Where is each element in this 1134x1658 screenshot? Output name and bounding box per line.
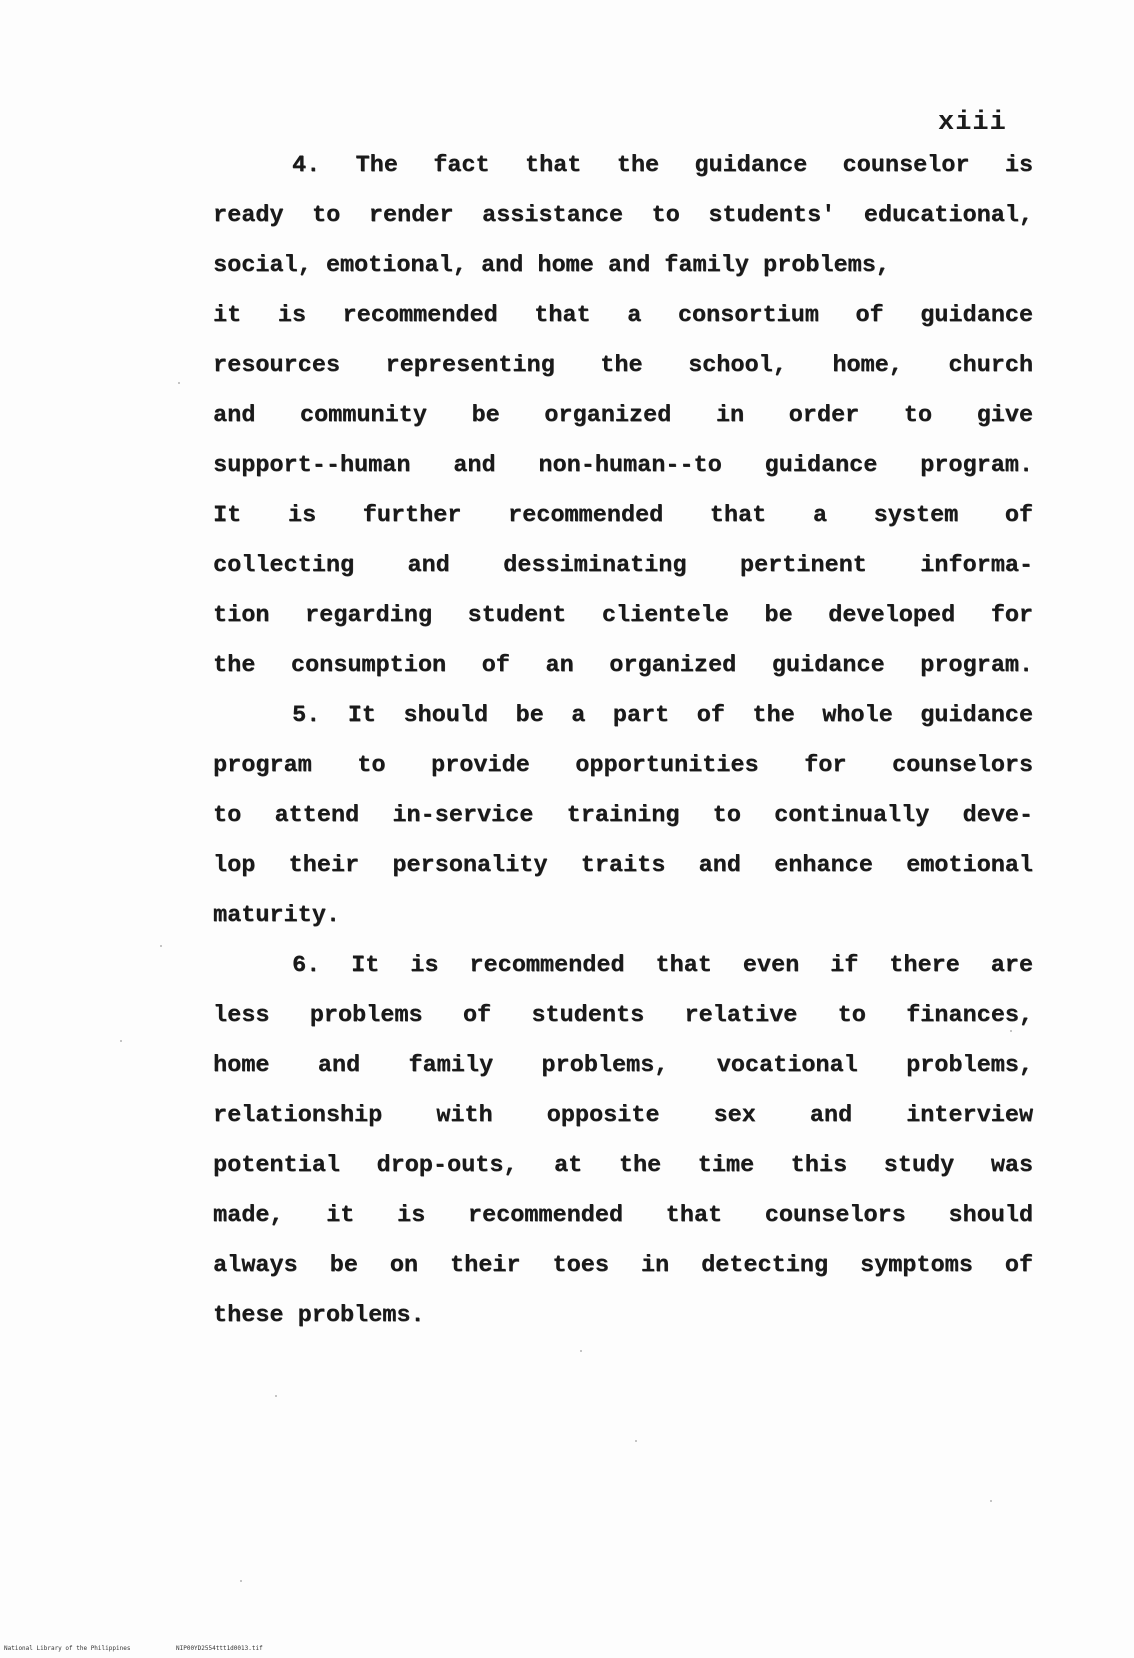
scan-speck bbox=[990, 1500, 992, 1502]
text-line: to attend in-service training to continually deve- bbox=[213, 802, 1033, 829]
text-line: the consumption of an organized guidance program. bbox=[213, 652, 1033, 679]
text-line: it is recommended that a consortium of guidance bbox=[213, 302, 1033, 329]
text-line: resources representing the school, home, church bbox=[213, 352, 1033, 379]
text-line: relationship with opposite sex and interview bbox=[213, 1102, 1033, 1129]
text-line: 4. The fact that the guidance counselor is bbox=[292, 152, 1033, 179]
scan-speck bbox=[635, 1440, 637, 1442]
scan-speck bbox=[178, 382, 180, 384]
text-line: program to provide opportunities for counselors bbox=[213, 752, 1033, 779]
scan-speck bbox=[160, 945, 162, 947]
scan-speck bbox=[240, 1580, 242, 1582]
text-line: lop their personality traits and enhance emotional bbox=[213, 852, 1033, 879]
text-line: 5. It should be a part of the whole guidance bbox=[292, 702, 1033, 729]
scan-speck bbox=[580, 1350, 582, 1352]
text-line: social, emotional, and home and family problems, bbox=[213, 252, 890, 279]
text-line: and community be organized in order to give bbox=[213, 402, 1033, 429]
scan-speck bbox=[120, 1040, 122, 1042]
text-line: potential drop-outs, at the time this study was bbox=[213, 1152, 1033, 1179]
footer-filename: NIP00YD2554ttt1d0013.tif bbox=[176, 1645, 263, 1652]
footer-source: National Library of the Philippines bbox=[4, 1645, 131, 1652]
page-number: xiii bbox=[938, 108, 1007, 138]
text-line: It is further recommended that a system of bbox=[213, 502, 1033, 529]
text-line: collecting and dessiminating pertinent informa- bbox=[213, 552, 1033, 579]
text-line: always be on their toes in detecting symptoms of bbox=[213, 1252, 1033, 1279]
text-line: maturity. bbox=[213, 902, 340, 929]
text-line: ready to render assistance to students' educational, bbox=[213, 202, 1033, 229]
text-line: made, it is recommended that counselors should bbox=[213, 1202, 1033, 1229]
text-line: these problems. bbox=[213, 1302, 425, 1329]
text-line: 6. It is recommended that even if there are bbox=[292, 952, 1033, 979]
scan-speck bbox=[275, 1395, 277, 1397]
text-line: home and family problems, vocational problems, bbox=[213, 1052, 1033, 1079]
text-line: support--human and non-human--to guidance program. bbox=[213, 452, 1033, 479]
text-line: less problems of students relative to finances, bbox=[213, 1002, 1033, 1029]
scan-speck bbox=[1010, 1030, 1012, 1032]
text-line: tion regarding student clientele be developed for bbox=[213, 602, 1033, 629]
